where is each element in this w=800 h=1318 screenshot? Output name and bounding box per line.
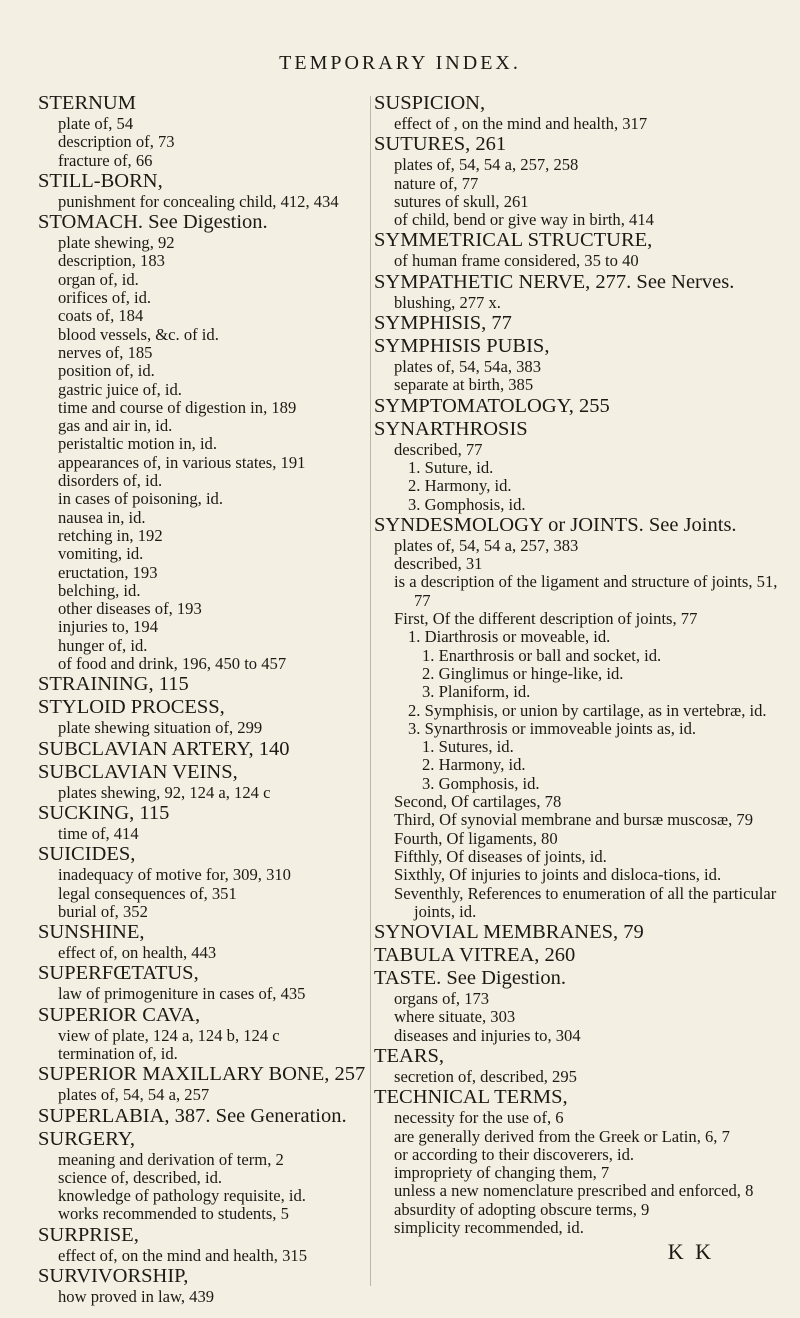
entry-heading: STERNUM xyxy=(38,92,136,114)
entry-subline: nausea in, id. xyxy=(58,507,146,527)
entry-subline: plates of, 54, 54 a, 257, 383 xyxy=(394,535,579,555)
entry-subline: plates of, 54, 54 a, 257, 258 xyxy=(394,155,579,175)
entry-subline: injuries to, 194 xyxy=(58,617,159,637)
left-column xyxy=(38,92,383,1306)
entry-subline: Second, Of cartilages, 78 xyxy=(394,792,562,812)
entry-subline: 3. Gomphosis, id. xyxy=(408,494,526,514)
entry-heading: SURGERY, xyxy=(38,1127,136,1150)
entry-subline: orifices of, id. xyxy=(58,288,152,308)
entry-heading: SUICIDES, xyxy=(38,843,136,866)
entry-subline: blood vessels, &c. of id. xyxy=(58,324,219,344)
signature-mark: K K xyxy=(667,1239,714,1265)
entry-heading: STRAINING, 115 xyxy=(38,673,189,696)
index-entry xyxy=(374,944,784,967)
entry-subline: of human frame considered, 35 to 40 xyxy=(394,251,639,271)
entry-subline: Fifthly, Of diseases of joints, id. xyxy=(394,846,607,866)
entry-subline: eructation, 193 xyxy=(58,562,158,582)
entry-subline: organs of, 173 xyxy=(394,989,490,1009)
entry-subline: 2. Harmony, id. xyxy=(408,476,512,496)
entry-subline: impropriety of changing them, 7 xyxy=(394,1163,610,1183)
index-entry xyxy=(374,967,784,1045)
entry-subline: unless a new nomenclature prescribed and enforced, 8 xyxy=(394,1181,754,1201)
entry-heading: SUCKING, 115 xyxy=(38,801,170,824)
entry-subline: legal consequences of, 351 xyxy=(58,883,237,903)
entry-subline: gas and air in, id. xyxy=(58,416,173,436)
index-entry xyxy=(38,1128,383,1224)
entry-heading: SUSPICION, xyxy=(374,92,486,114)
index-entry xyxy=(374,133,784,229)
entry-subline: time of, 414 xyxy=(58,823,139,843)
index-entry xyxy=(38,1105,383,1128)
entry-heading: SURPRISE, xyxy=(38,1223,139,1246)
entry-heading: TECHNICAL TERMS, xyxy=(374,1086,568,1109)
entry-subline: Fourth, Of ligaments, 80 xyxy=(394,828,558,848)
entry-heading: TEARS, xyxy=(374,1044,445,1067)
entry-subline: or according to their discoverers, id. xyxy=(394,1144,635,1164)
entry-subline: of child, bend or give way in birth, 414 xyxy=(394,210,654,230)
entry-subline: plates of, 54, 54 a, 257 xyxy=(58,1085,210,1105)
entry-subline: absurdity of adopting obscure terms, 9 xyxy=(394,1199,650,1219)
entry-heading: SYMPHISIS PUBIS, xyxy=(374,335,550,358)
entry-heading: TASTE. See Digestion. xyxy=(374,967,566,990)
entry-subline: described, 77 xyxy=(394,439,483,459)
entry-subline: hunger of, id. xyxy=(58,635,148,655)
entry-subline: sutures of skull, 261 xyxy=(394,191,529,211)
index-entry xyxy=(38,843,383,921)
entry-heading: SYNDESMOLOGY or JOINTS. See Joints. xyxy=(374,513,737,536)
entry-subline: diseases and injuries to, 304 xyxy=(394,1025,581,1045)
index-entry xyxy=(374,395,784,418)
entry-subline: blushing, 277 x. xyxy=(394,292,501,312)
entry-heading: SUBCLAVIAN ARTERY, 140 xyxy=(38,737,290,760)
right-column xyxy=(374,92,784,1265)
entry-subline: 3. Gomphosis, id. xyxy=(422,773,540,793)
entry-heading: SUPERFŒTATUS, xyxy=(38,962,199,985)
entry-subline: other diseases of, 193 xyxy=(58,599,202,619)
entry-subline: plates shewing, 92, 124 a, 124 c xyxy=(58,782,271,802)
entry-subline: works recommended to students, 5 xyxy=(58,1204,289,1224)
entry-heading: SUPERIOR CAVA, xyxy=(38,1003,201,1026)
entry-subline: plate of, 54 xyxy=(58,114,134,133)
entry-subline: knowledge of pathology requisite, id. xyxy=(58,1186,306,1206)
entry-subline: simplicity recommended, id. xyxy=(394,1218,584,1238)
entry-heading: STILL-BORN, xyxy=(38,169,163,192)
index-entry xyxy=(38,761,383,802)
entry-subline: 1. Enarthrosis or ball and socket, id. xyxy=(422,645,662,665)
entry-subline: are generally derived from the Greek or Latin, 6, 7 xyxy=(394,1126,730,1146)
index-entry xyxy=(374,1045,784,1086)
index-entry xyxy=(374,312,784,335)
entry-subline: separate at birth, 385 xyxy=(394,375,534,395)
entry-subline: retching in, 192 xyxy=(58,525,163,545)
index-entry xyxy=(38,962,383,1003)
entry-subline: plate shewing, 92 xyxy=(58,233,175,253)
entry-subline: description, 183 xyxy=(58,251,165,271)
entry-subline: First, Of the different description of joints, 77 xyxy=(394,609,698,629)
entry-subline: necessity for the use of, 6 xyxy=(394,1108,564,1128)
entry-subline: 2. Ginglimus or hinge-like, id. xyxy=(422,663,624,683)
entry-subline: effect of , on the mind and health, 317 xyxy=(394,114,648,133)
entry-subline: vomiting, id. xyxy=(58,544,144,564)
index-entry xyxy=(374,418,784,514)
entry-subline: 1. Suture, id. xyxy=(408,457,494,477)
entry-subline: Seventhly, References to enumeration of all the particular joints, id. xyxy=(394,883,777,921)
index-entry xyxy=(38,170,383,211)
entry-heading: SUNSHINE, xyxy=(38,921,145,944)
entry-heading: STYLOID PROCESS, xyxy=(38,696,225,719)
entry-heading: SUPERIOR MAXILLARY BONE, 257 xyxy=(38,1063,366,1086)
index-entry xyxy=(38,92,383,170)
index-entry xyxy=(38,673,383,696)
index-entry xyxy=(38,1224,383,1265)
entry-heading: SUBCLAVIAN VEINS, xyxy=(38,760,238,783)
index-entry xyxy=(374,229,784,270)
entry-subline: belching, id. xyxy=(58,580,141,600)
page-title: TEMPORARY INDEX. xyxy=(279,52,521,74)
entry-subline: plates of, 54, 54a, 383 xyxy=(394,357,542,377)
entry-subline: gastric juice of, id. xyxy=(58,379,182,399)
index-entry xyxy=(38,738,383,761)
index-entry xyxy=(38,696,383,737)
index-entry xyxy=(38,1265,383,1306)
entry-subline: where situate, 303 xyxy=(394,1007,516,1027)
entry-subline: burial of, 352 xyxy=(58,901,148,921)
entry-subline: nature of, 77 xyxy=(394,173,479,193)
entry-subline: coats of, 184 xyxy=(58,306,144,326)
entry-subline: in cases of poisoning, id. xyxy=(58,489,223,509)
entry-heading: TABULA VITREA, 260 xyxy=(374,944,576,967)
entry-subline: peristaltic motion in, id. xyxy=(58,434,218,454)
entry-heading: SUTURES, 261 xyxy=(374,133,507,156)
entry-subline: inadequacy of motive for, 309, 310 xyxy=(58,865,291,885)
index-entry xyxy=(38,921,383,962)
entry-subline: 2. Symphisis, or union by cartilage, as in vertebræ, id. xyxy=(408,700,767,720)
entry-heading: SYNARTHROSIS xyxy=(374,417,528,440)
index-entry xyxy=(374,514,784,921)
entry-subline: punishment for concealing child, 412, 434 xyxy=(58,191,339,211)
entry-heading: SYMMETRICAL STRUCTURE, xyxy=(374,229,653,252)
entry-subline: effect of, on the mind and health, 315 xyxy=(58,1245,307,1265)
index-entry xyxy=(38,211,383,673)
entry-subline: fracture of, 66 xyxy=(58,150,153,170)
entry-subline: 1. Sutures, id. xyxy=(422,737,514,757)
entry-heading: SYMPATHETIC NERVE, 277. See Nerves. xyxy=(374,270,735,293)
entry-heading: SUPERLABIA, 387. See Generation. xyxy=(38,1104,347,1127)
index-entry xyxy=(374,92,784,133)
entry-subline: secretion of, described, 295 xyxy=(394,1066,577,1086)
entry-subline: 2. Harmony, id. xyxy=(422,755,526,775)
entry-subline: plate shewing situation of, 299 xyxy=(58,718,263,738)
entry-heading: SYNOVIAL MEMBRANES, 79 xyxy=(374,921,644,944)
index-entry xyxy=(38,1063,383,1104)
entry-subline: of food and drink, 196, 450 to 457 xyxy=(58,654,287,674)
entry-subline: how proved in law, 439 xyxy=(58,1287,215,1307)
entry-subline: effect of, on health, 443 xyxy=(58,943,217,963)
index-entry xyxy=(374,335,784,395)
entry-subline: described, 31 xyxy=(394,554,483,574)
index-entry xyxy=(374,271,784,312)
index-entry xyxy=(374,921,784,944)
index-entry xyxy=(38,1004,383,1064)
index-entry xyxy=(374,1086,784,1237)
entry-heading: SURVIVORSHIP, xyxy=(38,1265,189,1288)
entry-subline: 3. Synarthrosis or immoveable joints as, id. xyxy=(408,718,697,738)
entry-subline: law of primogeniture in cases of, 435 xyxy=(58,984,306,1004)
entry-subline: Sixthly, Of injuries to joints and disloca-tions, id. xyxy=(394,865,722,885)
entry-subline: disorders of, id. xyxy=(58,471,163,491)
entry-subline: appearances of, in various states, 191 xyxy=(58,452,306,472)
entry-subline: 3. Planiform, id. xyxy=(422,682,531,702)
entry-subline: view of plate, 124 a, 124 b, 124 c xyxy=(58,1025,280,1045)
entry-subline: organ of, id. xyxy=(58,269,139,289)
entry-subline: nerves of, 185 xyxy=(58,342,153,362)
entry-heading: STOMACH. See Digestion. xyxy=(38,211,268,234)
entry-subline: Third, Of synovial membrane and bursæ muscosæ, 79 xyxy=(394,810,754,830)
entry-subline: is a description of the ligament and structure of joints, 51, 77 xyxy=(394,572,778,610)
entry-subline: termination of, id. xyxy=(58,1043,178,1063)
entry-subline: meaning and derivation of term, 2 xyxy=(58,1149,284,1169)
entry-subline: position of, id. xyxy=(58,361,155,381)
entry-subline: time and course of digestion in, 189 xyxy=(58,397,297,417)
entry-heading: SYMPTOMATOLOGY, 255 xyxy=(374,394,610,417)
index-entry xyxy=(38,802,383,843)
entry-subline: science of, described, id. xyxy=(58,1167,223,1187)
entry-subline: 1. Diarthrosis or moveable, id. xyxy=(408,627,611,647)
entry-subline: description of, 73 xyxy=(58,132,175,152)
entry-heading: SYMPHISIS, 77 xyxy=(374,312,512,335)
